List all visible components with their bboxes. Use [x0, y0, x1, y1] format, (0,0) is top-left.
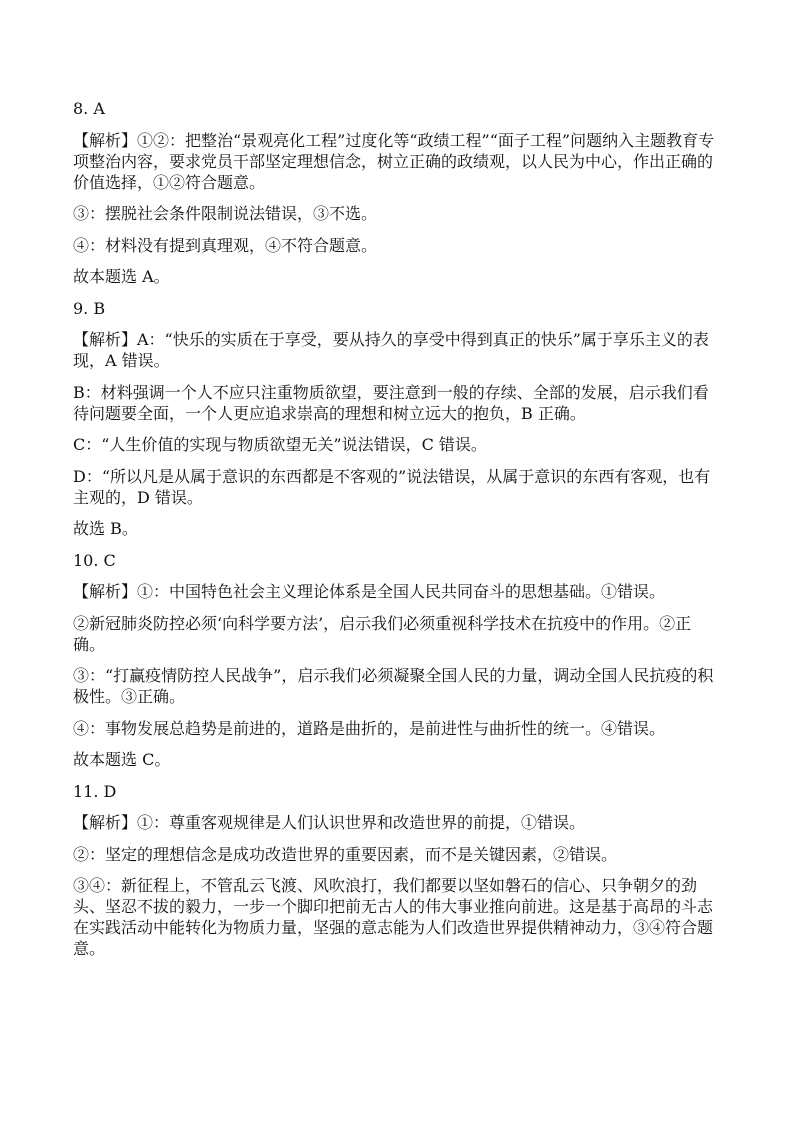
question-10-option-1: 【解析】①：中国特色社会主义理论体系是全国人民共同奋斗的思想基础。①错误。 [73, 582, 666, 601]
question-9-option-a: 【解析】A：“快乐的实质在于享受，要从持久的享受中得到真正的快乐”属于享乐主义的表现，A 错误。 [73, 330, 709, 370]
question-10-conclusion: 故本题选 C。 [73, 750, 171, 769]
question-10-option-4: ④：事物发展总趋势是前进的，道路是曲折的，是前进性与曲折性的统一。④错误。 [73, 718, 666, 738]
question-11-option-1: 【解析】①：尊重客观规律是人们认识世界和改造世界的前提，①错误。 [73, 813, 586, 832]
question-8-conclusion: 故本题选 A。 [73, 267, 170, 286]
question-8-option-4: ④：材料没有提到真理观，④不符合题意。 [73, 235, 378, 255]
question-9-option-c: C：“人生价值的实现与物质欲望无关”说法错误，C 错误。 [73, 435, 487, 454]
question-9-option-b: B：材料强调一个人不应只注重物质欲望，要注意到一般的存续、全部的发展，启示我们看待问题要全面，一个人更应追求崇高的理想和树立远大的抱负，B 正确。 [73, 382, 709, 423]
question-11-number: 11. D [73, 781, 117, 801]
answer-analysis-content [73, 98, 723, 970]
question-9-conclusion: 故选 B。 [73, 519, 138, 538]
question-10-option-2: ②新冠肺炎防控必须‘向科学要方法’，启示我们必须重视科学技术在抗疫中的作用。②正确。 [73, 613, 692, 654]
question-8-option-3: ③：摆脱社会条件限制说法错误，③不选。 [73, 204, 378, 223]
question-11-option-3-4: ③④：新征程上，不管乱云飞渡、风吹浪打，我们都要以坚如磐石的信心、只争朝夕的劲头、坚忍不拔的毅力，一步一个脚印把前无古人的伟大事业推向前进。这是基于高昂的斗志在实践活动中能转化为物质力量，坚强的意志能为人们改造世界提供精神动力，③④符合题意。 [73, 876, 714, 958]
question-11-option-2: ②：坚定的理想信念是成功改造世界的重要因素，而不是关键因素，②错误。 [73, 844, 618, 864]
question-8-analysis: 【解析】①②：把整治“景观亮化工程”过度化等“政绩工程”“面子工程”问题纳入主题教育专项整治内容，要求党员干部坚定理想信念，树立正确的政绩观，以人民为中心，作出正确的价值选择，①②符合题意。 [73, 130, 715, 192]
question-8-number: 8. A [73, 99, 105, 118]
question-9-number: 9. B [73, 298, 106, 318]
question-10-option-3: ③：“打赢疫情防控人民战争”，启示我们必须凝聚全国人民的力量，调动全国人民抗疫的积极性。③正确。 [73, 666, 714, 706]
question-9-option-d: D：“所以凡是从属于意识的东西都是不客观的”说法错误，从属于意识的东西有客观，也有主观的，D 错误。 [73, 466, 711, 507]
question-10-number: 10. C [73, 550, 116, 570]
